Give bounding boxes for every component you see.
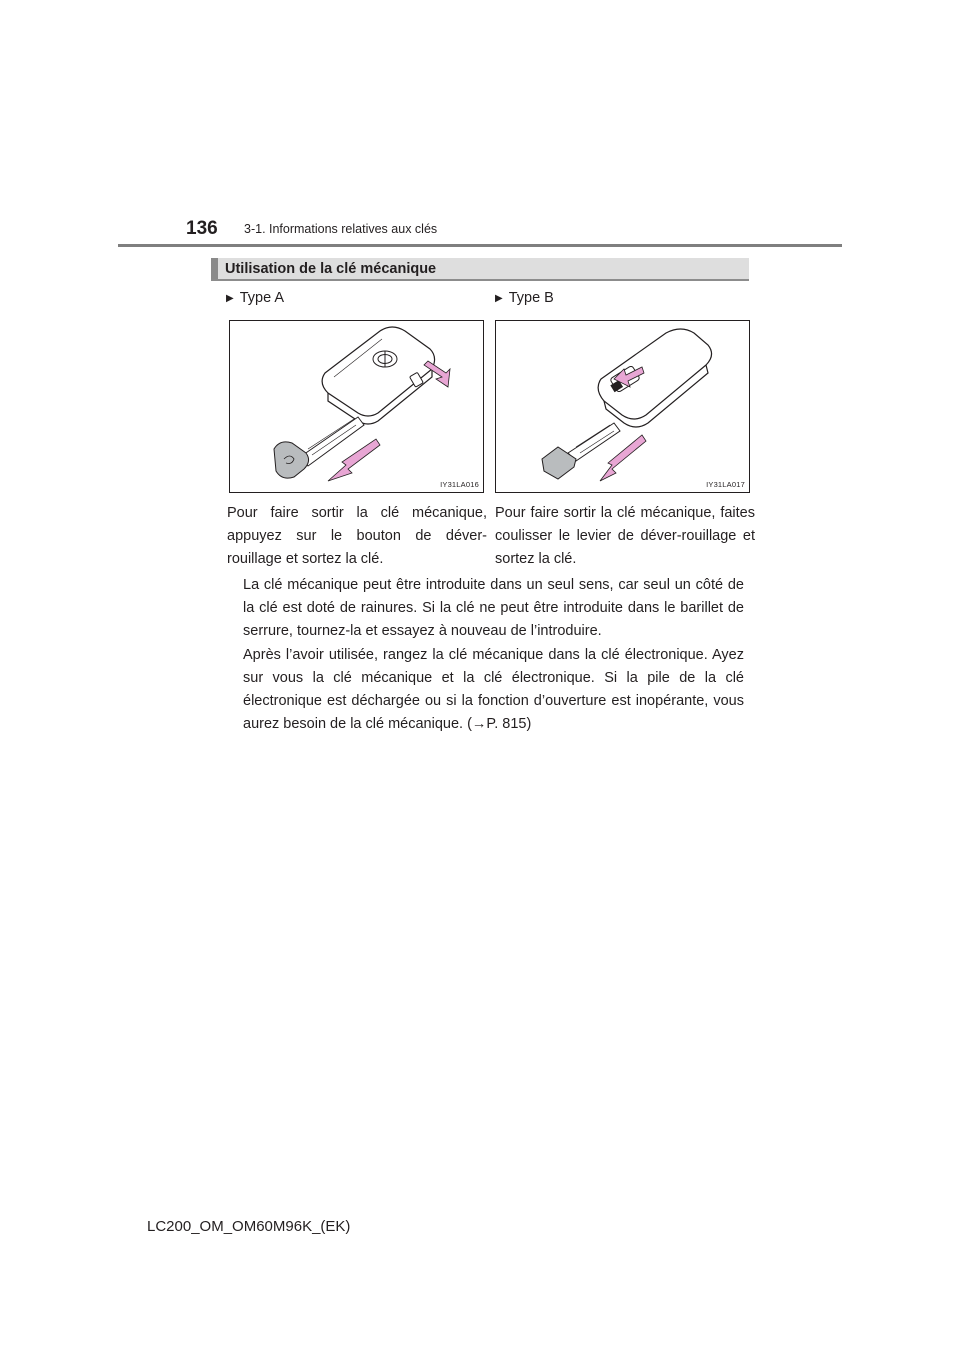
body-paragraph: Après l’avoir utilisée, rangez la clé mécanique dans la clé électronique. Ayez sur vous la clé mécanique et la clé électronique. Si la pile de la clé électronique est déchargée ou si la fonction d’ouverture est inopérante, vous aurez besoin de la clé mécanique. (→P. 815) (243, 647, 744, 732)
arrow-icon (600, 435, 646, 481)
document-code: LC200_OM_OM60M96K_(EK) (147, 1218, 351, 1235)
body-paragraph: La clé mécanique peut être introduite dans un seul sens, car seul un côté de la clé est doté de rainures. Si la clé ne peut être introduite dans le barillet de serrure, tournez-la et essayez à nouveau de l’introduire. (243, 577, 744, 639)
figure-caption: Pour faire sortir la clé mécanique, faites coulisser le levier de déver-rouillage et sortez la clé. (495, 505, 755, 567)
type-a-label (226, 290, 284, 306)
figure-code: IY31LA016 (440, 480, 479, 489)
figure-code: IY31LA017 (706, 480, 745, 489)
type-b-text: Type B (508, 290, 554, 306)
type-b-label (495, 290, 554, 306)
mechanical-key (274, 417, 364, 478)
section-heading (211, 258, 749, 281)
triangle-bullet-icon: ▶ (495, 293, 503, 304)
section-marker (211, 258, 218, 279)
page-number: 136 (186, 218, 218, 239)
figure-type-a (229, 320, 484, 493)
key-type-b-illustration (496, 321, 750, 493)
chapter-title: 3-1. Informations relatives aux clés (244, 222, 438, 236)
type-a-text: Type A (239, 290, 285, 306)
figure-caption: Pour faire sortir la clé mécanique, appuyez sur le bouton de déver-rouillage et sortez la clé. (227, 505, 487, 567)
triangle-bullet-icon: ▶ (226, 293, 234, 304)
section-title: Utilisation de la clé mécanique (225, 261, 437, 277)
figure-type-b (495, 320, 750, 493)
key-type-a-illustration (230, 321, 484, 493)
header-rule (118, 244, 842, 247)
